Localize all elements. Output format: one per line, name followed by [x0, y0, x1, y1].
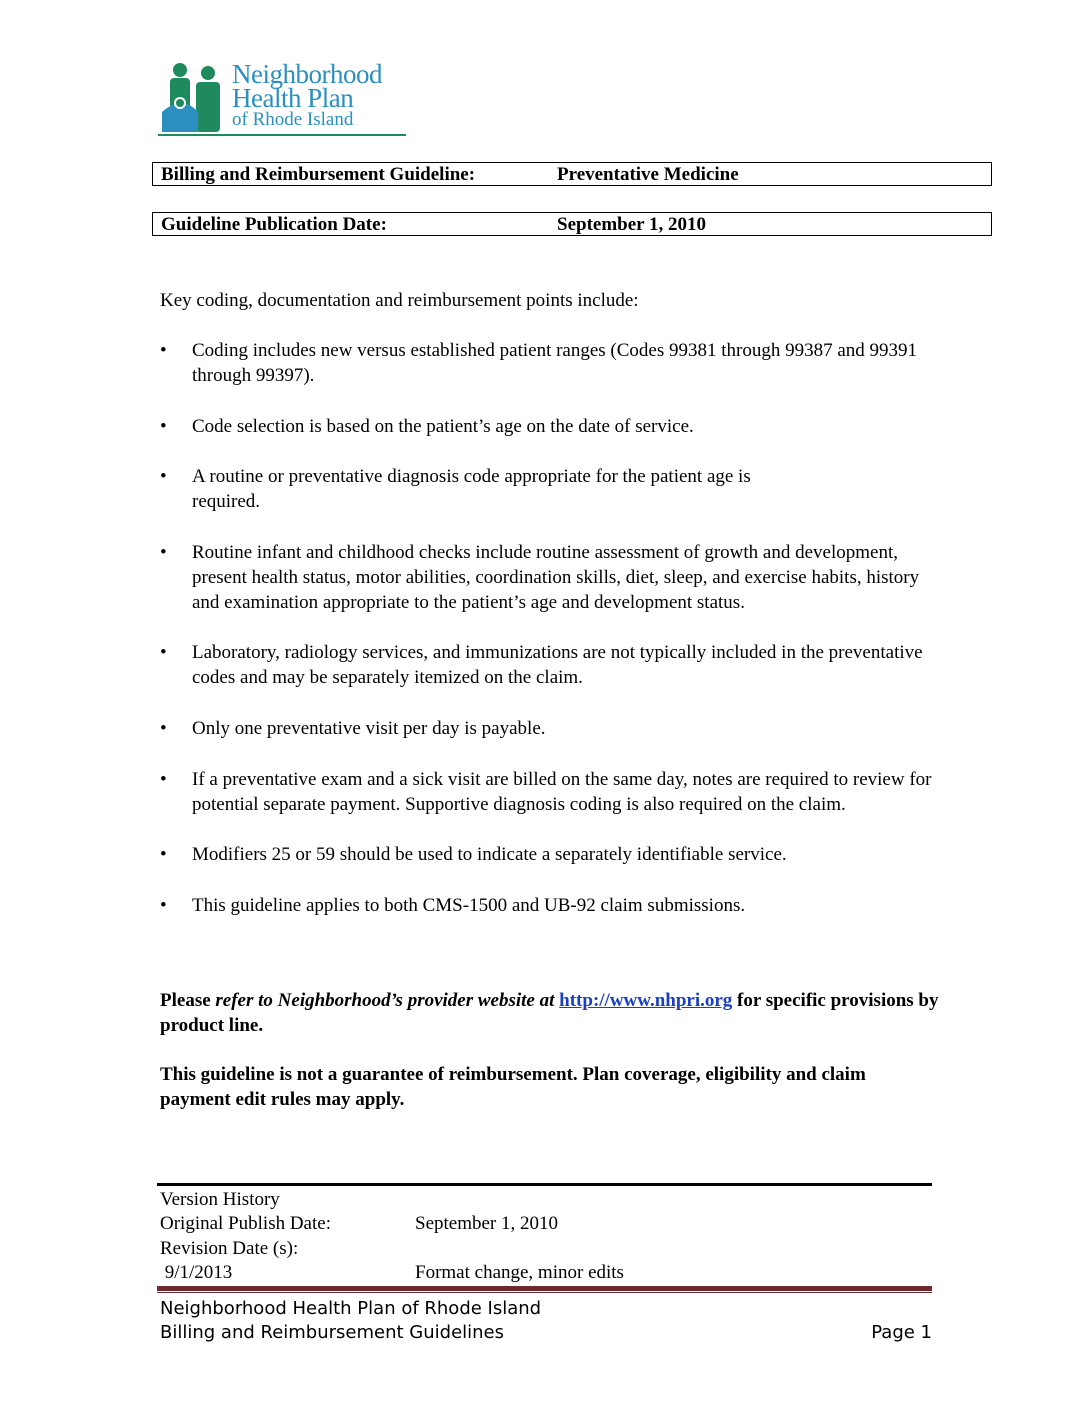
logo-line-1: Neighborhood	[232, 59, 382, 89]
original-publish-value: September 1, 2010	[415, 1213, 559, 1234]
publication-date-label: Guideline Publication Date:	[161, 214, 387, 235]
key-points-list	[160, 339, 950, 919]
bullet-icon: •	[160, 541, 167, 563]
website-note-prefix: Please	[160, 990, 216, 1011]
point-text: A routine or preventative diagnosis code appropriate for the patient age is required.	[192, 466, 751, 513]
list-item	[160, 415, 950, 440]
version-history-bottom-rule-thin	[157, 1292, 932, 1293]
point-text: Coding includes new versus established patient ranges (Codes 99381 through 99387 and 99391 through 99397).	[192, 340, 918, 386]
logo	[158, 60, 408, 140]
list-item	[160, 717, 950, 742]
bullet-icon: •	[160, 844, 167, 866]
guideline-title-box	[152, 162, 992, 186]
disclaimer: This guideline is not a guarantee of reimbursement. Plan coverage, eligibility and claim payment edit rules may apply.	[160, 1064, 866, 1110]
point-text: Modifiers 25 or 59 should be used to indicate a separately identifiable service.	[192, 844, 787, 866]
bullet-icon: •	[160, 642, 167, 664]
list-item	[160, 894, 950, 919]
list-item	[160, 768, 950, 818]
bullet-icon: •	[160, 415, 167, 437]
bullet-icon: •	[160, 768, 167, 790]
list-item	[160, 339, 950, 389]
bullet-icon: •	[160, 895, 167, 917]
point-text: Laboratory, radiology services, and immunizations are not typically included in the preventative codes and may be separately itemized on the claim.	[192, 642, 923, 689]
logo-text	[232, 59, 382, 130]
point-text: This guideline applies to both CMS-1500 and UB-92 claim submissions.	[192, 895, 746, 917]
list-item	[160, 465, 950, 515]
point-text: Only one preventative visit per day is payable.	[192, 717, 546, 739]
intro-text: Key coding, documentation and reimbursement points include:	[160, 290, 639, 311]
website-note-italic: refer to Neighborhood’s provider website at	[215, 990, 560, 1011]
point-text: If a preventative exam and a sick visit are billed on the same day, notes are required to review for potential separate payment. Supportive diagnosis coding is also required on the claim.	[192, 768, 932, 815]
revision-date-label: Revision Date (s):	[160, 1238, 299, 1259]
website-link[interactable]: http://www.nhpri.org	[559, 990, 733, 1011]
list-item	[160, 541, 950, 615]
bullet-icon: •	[160, 466, 167, 488]
bullet-icon: •	[160, 717, 167, 739]
logo-rule	[158, 134, 406, 136]
publication-date-box	[152, 212, 992, 236]
logo-line-2: Health Plan	[232, 83, 354, 113]
list-item	[160, 641, 950, 691]
website-note	[160, 989, 950, 1039]
point-text: Routine infant and childhood checks include routine assessment of growth and development, present health status, motor abilities, coordination skills, diet, sleep, and exercise habits, history and examination appropriate to the patient’s age and development status.	[192, 541, 920, 613]
original-publish-label: Original Publish Date:	[160, 1213, 331, 1234]
point-text: Code selection is based on the patient’s age on the date of service.	[192, 415, 694, 437]
logo-line-3: of Rhode Island	[232, 109, 354, 130]
guideline-value: Preventative Medicine	[557, 164, 739, 185]
version-history-top-rule	[157, 1183, 932, 1186]
bullet-icon: •	[160, 340, 167, 361]
version-history-title: Version History	[160, 1189, 280, 1210]
revision-date-value: 9/1/2013	[160, 1262, 233, 1283]
footer-org: Neighborhood Health Plan of Rhode Island	[160, 1298, 542, 1319]
version-history-bottom-rule	[157, 1286, 932, 1291]
website-note-suffix: for specific provisions by product line.	[160, 990, 939, 1036]
footer-doc: Billing and Reimbursement Guidelines	[160, 1322, 505, 1343]
guideline-label: Billing and Reimbursement Guideline:	[161, 164, 476, 185]
revision-note: Format change, minor edits	[415, 1262, 624, 1283]
page-number: Page 1	[871, 1322, 932, 1343]
publication-date-value: September 1, 2010	[557, 214, 706, 235]
family-figures-icon	[158, 60, 232, 134]
list-item	[160, 843, 950, 868]
